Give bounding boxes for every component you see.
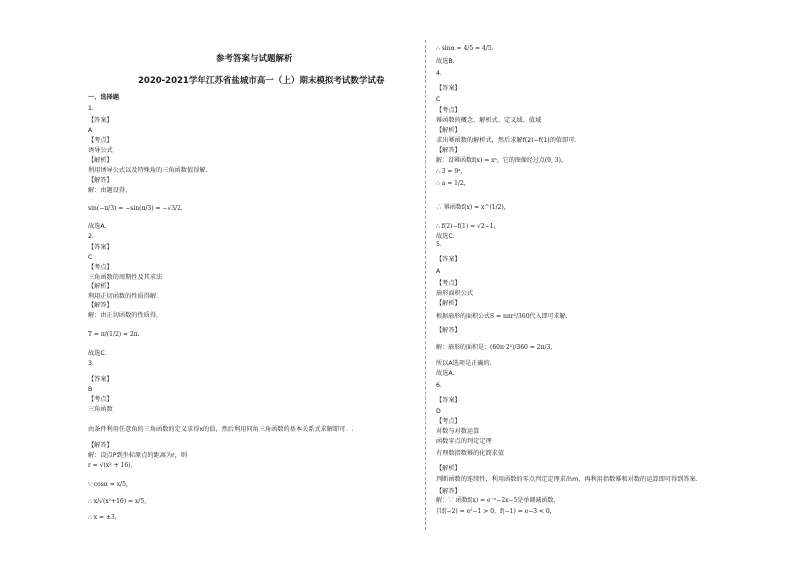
right-column-line: ∴ a = 1/2， [436,180,470,187]
right-column-line: 【答案】 [436,85,461,92]
right-column-line: ∴ 幂函数f(x) = x^(1/2)， [436,204,510,211]
right-column-line: ∴ sinα = 4/5 = 4/5. [436,45,494,52]
right-column-line: 6. [436,382,442,389]
right-column-line: 且f(−2) = e²−1 > 0，f(−1) = e−3 < 0， [436,508,556,515]
left-column-line: ∴ x/√(x²+16) = x/5， [88,498,151,505]
right-column-line: 【考点】 [436,107,461,114]
left-column-line: 【解答】 [88,302,113,309]
right-column-line: 故选A. [436,370,455,377]
right-column-line: D [436,408,441,415]
left-column-line: C [88,254,93,261]
document-title: 参考答案与试题解析 [216,54,293,64]
right-column-line: 【解析】 [436,300,461,307]
right-column-line: 【解答】 [436,327,461,334]
left-column-line: B [88,386,93,393]
right-column-line: C [436,96,441,103]
right-column-line: 扇形面积公式 [436,290,474,297]
left-column-line: 诱导公式 [88,147,113,154]
left-column-line: A [88,127,93,134]
right-column-line: 4. [436,70,442,77]
left-column-line: 3. [88,360,94,367]
left-column-line: 故选A. [88,223,107,230]
left-column-line: 1. [88,105,94,112]
left-column-line: 由条件利用任意角的三角函数的定义求得x的值，然后利用同角三角函数的基本关系式求解即可．. [88,426,354,433]
right-column-line: 解：∵ 函数f(x) = e⁻ˣ−2x−5是单调减函数， [436,497,560,504]
right-column-line: 幂函数的概念、解析式、定义域、值域 [436,117,542,124]
left-column-line: 2. [88,233,94,240]
left-column-line: 三角函数 [88,406,113,413]
left-column-line: 利用诱导公式以及特殊角的三角函数值得解. [88,167,208,174]
right-column-line: ∴ f(2)−f(1) = √2−1， [436,223,500,230]
left-column-line: 【考点】 [88,396,113,403]
right-column-line: 【答案】 [436,256,461,263]
right-column-line: 【考点】 [436,280,461,287]
left-column-line: 解：设点P到坐标原点的距离为r，则 [88,452,188,459]
column-divider [425,40,426,530]
right-column-line: ∴ 3 = 9ᵃ， [436,168,467,175]
right-column-line: 5. [436,241,442,248]
left-column-line: 【考点】 [88,264,113,271]
left-column-line: 【答案】 [88,244,113,251]
left-column-line: 三角函数的周期性及其求法 [88,274,163,281]
left-column-line: 解：由正切函数的性质得， [88,312,163,319]
right-column-line: 【解析】 [436,465,461,472]
right-column-line: 解：扇形的面积是：(60π·2²)/360 = 2π/3， [436,344,557,351]
left-column-line: sin(−π/3) = −sin(π/3) = −√3/2. [88,205,183,212]
right-column-line: 函数零点的判定定理 [436,438,492,445]
right-column-line: 判断函数的连续性，利用函数的零点判定定理求出m，再利用指数幂和对数的运算即可得到答案. [436,476,698,483]
right-column-line: 根据扇形的面积公式S = nπr²/360代入即可求解. [436,313,568,320]
left-column-line: 解：由题设得， [88,187,132,194]
right-column-line: A [436,268,441,275]
right-column-line: 【解答】 [436,147,461,154]
right-column-line: 有理数指数幂的化简求值 [436,450,505,457]
right-column-line: 对数与对数运算 [436,428,480,435]
left-column-line: 【解答】 [88,442,113,449]
left-column-line: 利用正切函数的性质得解. [88,293,159,300]
right-column-line: 所以A选项是正确的. [436,360,492,367]
document-subtitle: 2020-2021学年江苏省盐城市高一（上）期末模拟考试数学试卷 [138,76,385,86]
right-column-line: 【解答】 [436,488,461,495]
right-column-line: 【考点】 [436,418,461,425]
left-column-line: 【解析】 [88,157,113,164]
left-column-line: 【答案】 [88,117,113,124]
left-column-line: T = π/(1/2) = 2π. [88,331,140,338]
right-column-line: 【答案】 [436,397,461,404]
right-column-line: 求出幂函数的解析式，然后求解f(2)−f(1)的值即可. [436,137,577,144]
right-column-line: 【解析】 [436,127,461,134]
left-column-line: 【解答】 [88,177,113,184]
left-column-line: ∵ cosα = x/5， [88,481,132,488]
section-heading: 一、选择题 [88,94,119,101]
left-column-line: 故选C. [88,350,107,357]
left-column-line: r = √(x² + 16)， [88,462,137,469]
left-column-line: ∴ x = ±3， [88,514,121,521]
right-column-line: 解：设幂函数f(x) = xᵃ，它的图像经过点(9, 3)， [436,157,567,164]
right-column-line: 故选C. [436,233,455,240]
right-column-line: 故选B. [436,58,455,65]
left-column-line: 【答案】 [88,376,113,383]
left-column-line: 【解析】 [88,283,113,290]
left-column-line: 【考点】 [88,137,113,144]
